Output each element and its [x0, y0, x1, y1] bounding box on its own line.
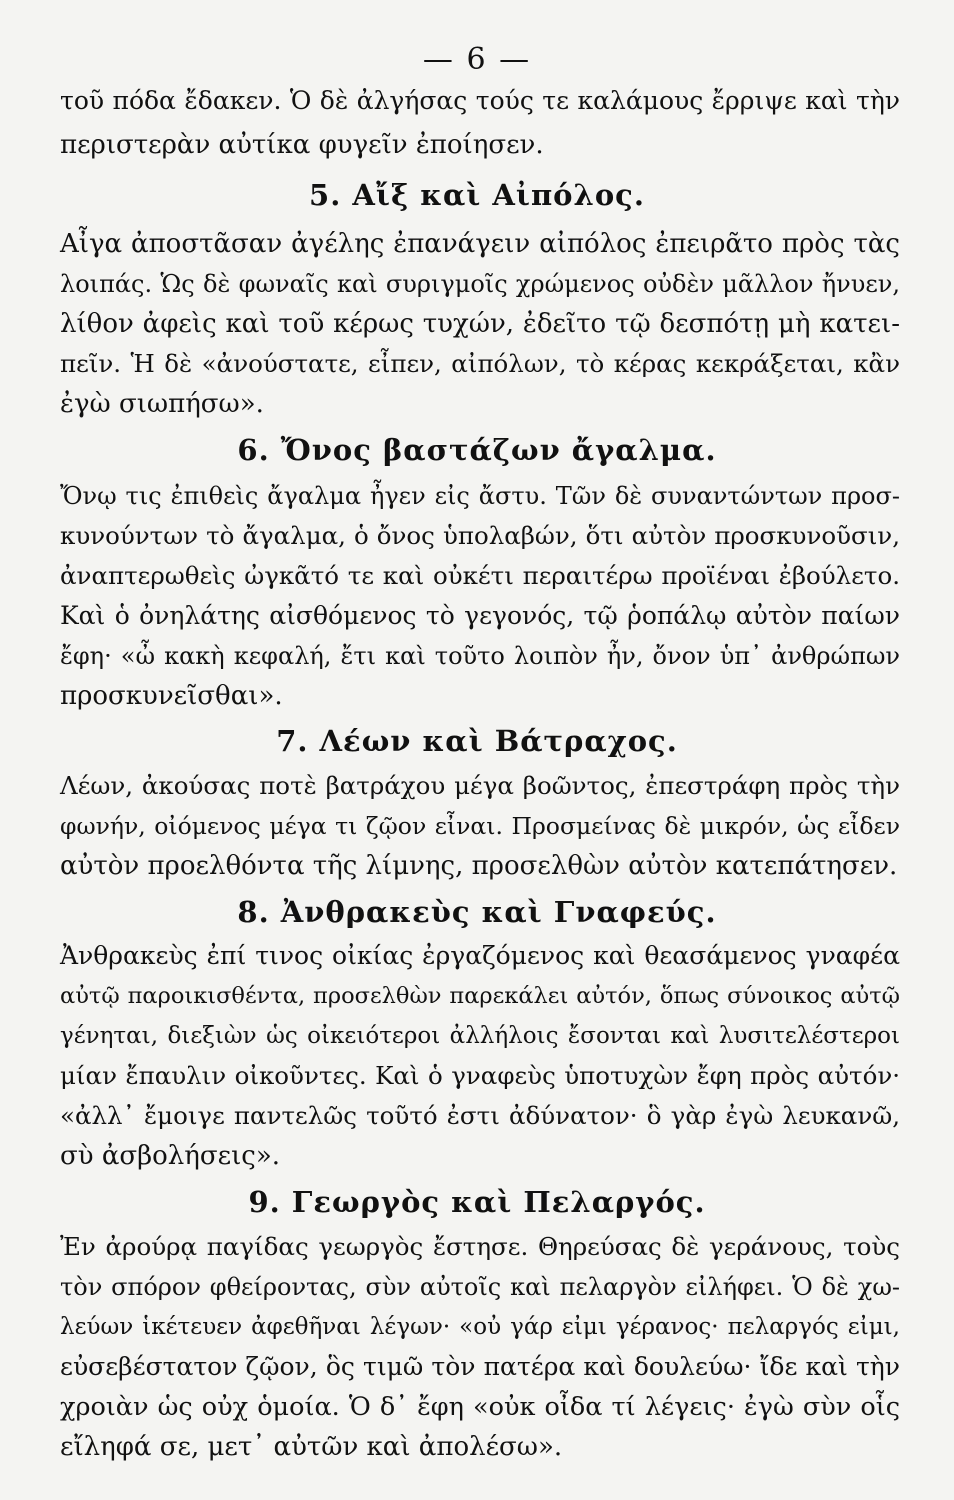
text-line: μίαν ἔπαυλιν οἰκοῦντες. Καὶ ὁ γναφεὺς ὑποτυχὼν ἔφη πρὸς αὐτόν·	[60, 1061, 900, 1090]
text-line: γένηται, διεξιὼν ὡς οἰκειότεροι ἀλλήλοις ἔσονται καὶ λυσιτελέστεροι	[60, 1023, 900, 1049]
text-line: σὺ ἀσβολήσεις».	[60, 1141, 281, 1171]
text-line: αὐτῷ παροικισθέντα, προσελθὼν παρεκάλει αὐτόν, ὅπως σύνοικος αὐτῷ	[60, 983, 900, 1009]
text-line: Ἐν ἀρούρᾳ παγίδας γεωργὸς ἔστησε. Θηρεύσας δὲ γεράνους, τοὺς	[60, 1232, 900, 1261]
text-line: ἐγὼ σιωπήσω».	[60, 389, 264, 419]
text-line: πεῖν. Ἡ δὲ «ἀνούστατε, εἶπεν, αἰπόλων, τὸ κέρας κεκράξεται, κἂν	[60, 349, 900, 378]
text-line: εἴληφά σε, μετ᾽ αὐτῶν καὶ ἀπολέσω».	[60, 1432, 563, 1462]
text-line: τὸν σπόρον φθείροντας, σὺν αὐτοῖς καὶ πελαργὸν εἰλήφει. Ὁ δὲ χω-	[60, 1273, 900, 1301]
fable-title-8: 8. Ἀνθρακεὺς καὶ Γναφεύς.	[237, 895, 717, 929]
text-line: Ὄνῳ τις ἐπιθεὶς ἄγαλμα ἦγεν εἰς ἄστυ. Τῶν δὲ συναντώντων προσ-	[60, 482, 900, 510]
text-line: κυνούντων τὸ ἄγαλμα, ὁ ὄνος ὑπολαβών, ὅτι αὐτὸν προσκυνοῦσιν,	[60, 521, 900, 550]
fable-title-9: 9. Γεωργὸς καὶ Πελαργός.	[248, 1185, 706, 1219]
text-line: χροιὰν ὡς οὐχ ὁμοία. Ὁ δ᾽ ἔφη «οὐκ οἶδα τί λέγεις· ἐγὼ σὺν οἷς	[60, 1392, 900, 1422]
text-line: προσκυνεῖσθαι».	[60, 681, 283, 711]
text-line: αὐτὸν προελθόντα τῆς λίμνης, προσελθὼν αὐτὸν κατεπάτησεν.	[60, 851, 898, 881]
text-line: «ἀλλ᾽ ἔμοιγε παντελῶς τοῦτό ἐστι ἀδύνατον· ὃ γὰρ ἐγὼ λευκανῶ,	[60, 1101, 900, 1130]
text-line: ἀναπτερωθεὶς ὠγκᾶτό τε καὶ οὐκέτι περαιτέρω προϊέναι ἐβούλετο.	[60, 561, 900, 590]
text-line: Ἀνθρακεὺς ἐπί τινος οἰκίας ἐργαζόμενος καὶ θεασάμενος γναφέα	[60, 941, 900, 970]
text-line: λοιπάς. Ὡς δὲ φωναῖς καὶ συριγμοῖς χρώμενος οὐδὲν μᾶλλον ἤνυεν,	[60, 270, 900, 298]
text-line: τοῦ πόδα ἔδακεν. Ὁ δὲ ἀλγήσας τούς τε καλάμους ἔρριψε καὶ τὴν	[60, 86, 900, 115]
text-line: Λέων, ἀκούσας ποτὲ βατράχου μέγα βοῶντος, ἐπεστράφη πρὸς τὴν	[60, 771, 900, 800]
text-line: ἔφη· «ὦ κακὴ κεφαλή, ἔτι καὶ τοῦτο λοιπὸν ἦν, ὄνον ὑπ᾽ ἀνθρώπων	[60, 642, 900, 670]
text-line: Αἶγα ἀποστᾶσαν ἀγέλης ἐπανάγειν αἰπόλος ἐπειρᾶτο πρὸς τὰς	[60, 229, 900, 259]
text-line: περιστερὰν αὐτίκα φυγεῖν ἐποίησεν.	[60, 130, 544, 160]
text-line: λεύων ἱκέτευεν ἀφεθῆναι λέγων· «οὐ γάρ εἰμι γέρανος· πελαργός εἰμι,	[60, 1314, 900, 1340]
fable-title-6: 6. Ὄνος βαστάζων ἄγαλμα.	[237, 433, 717, 467]
fable-title-7: 7. Λέων καὶ Βάτραχος.	[276, 724, 678, 758]
text-line: φωνήν, οἰόμενος μέγα τι ζῷον εἶναι. Προσμείνας δὲ μικρόν, ὡς εἶδεν	[60, 812, 900, 840]
text-line: εὐσεβέστατον ζῷον, ὃς τιμῶ τὸν πατέρα καὶ δουλεύω· ἴδε καὶ τὴν	[60, 1352, 900, 1381]
fable-title-5: 5. Αἴξ καὶ Αἰπόλος.	[309, 178, 645, 212]
text-line: Καὶ ὁ ὀνηλάτης αἰσθόμενος τὸ γεγονός, τῷ ῥοπάλῳ αὐτὸν παίων	[60, 601, 900, 630]
page-number: — 6 —	[422, 42, 532, 77]
text-line: λίθον ἀφεὶς καὶ τοῦ κέρως τυχών, ἐδεῖτο τῷ δεσπότῃ μὴ κατει-	[60, 309, 900, 339]
